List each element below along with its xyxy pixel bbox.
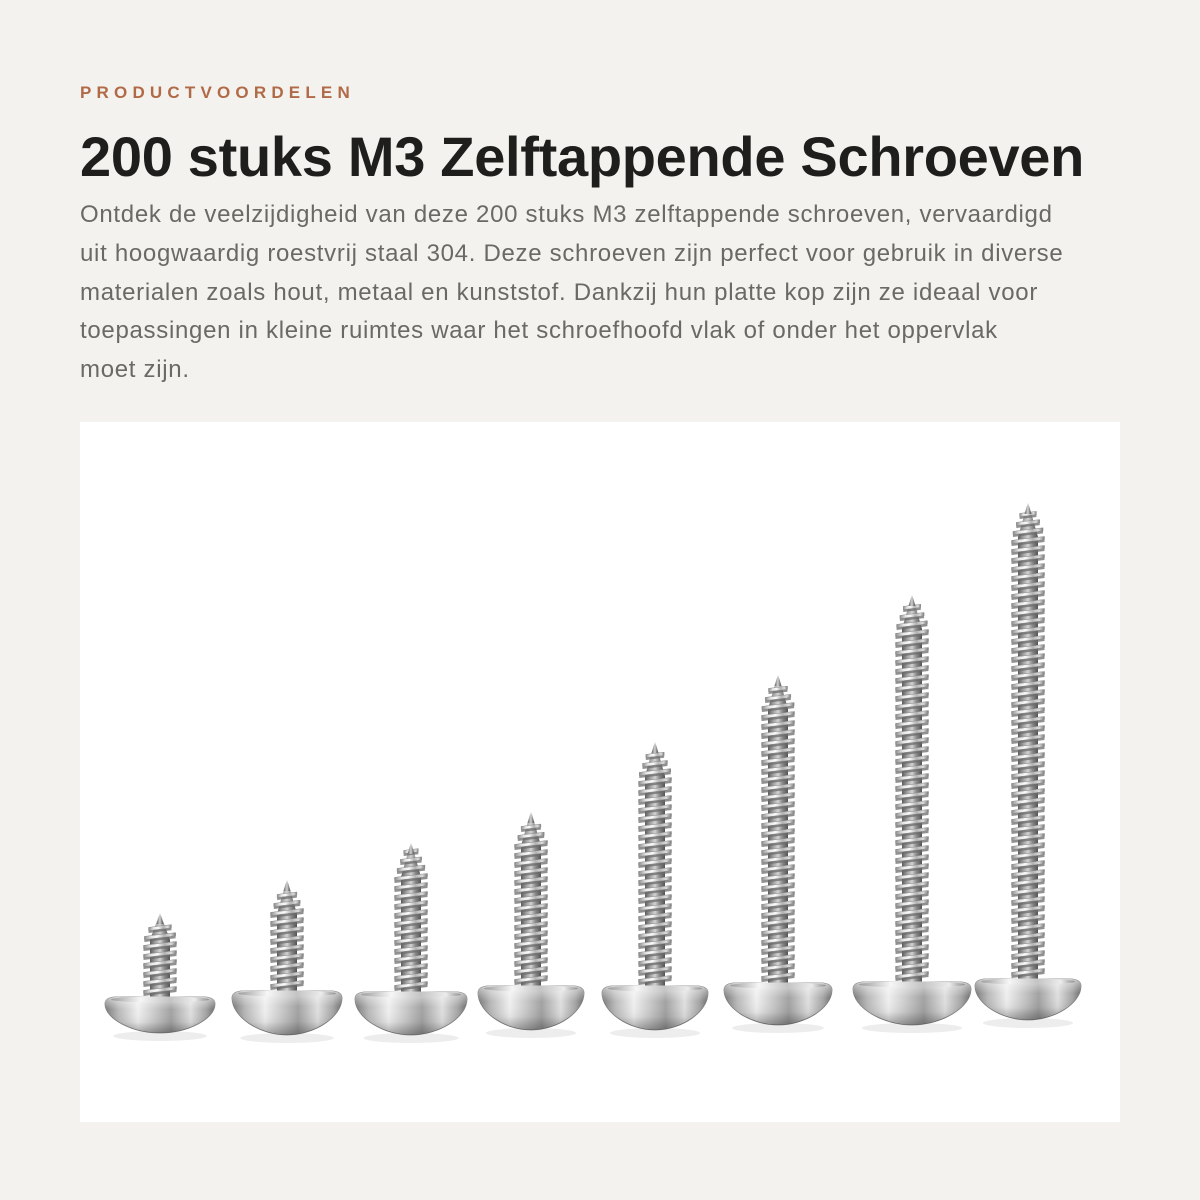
product-title: 200 stuks M3 Zelftappende Schroeven [80, 125, 1085, 188]
screw-head-shading [853, 982, 971, 1025]
screw-head-rim [361, 992, 461, 998]
description-line: moet zijn. [80, 356, 190, 384]
screw-row [105, 503, 1081, 1043]
screw-1 [105, 913, 215, 1041]
screw-6 [724, 675, 832, 1033]
screw-head-rim [859, 982, 965, 988]
screw-tip [1025, 503, 1032, 514]
description-line: toepassingen in kleine ruimtes waar het schroefhoofd vlak of onder het oppervlak [80, 317, 998, 345]
screw-8 [975, 503, 1081, 1028]
product-description [80, 196, 1120, 390]
screw-head-rim [238, 991, 336, 997]
screw-head-rim [111, 997, 209, 1003]
screw-head-shading [355, 992, 467, 1035]
screw-head-shading [975, 979, 1081, 1020]
screw-3 [355, 843, 467, 1043]
screw-tip [157, 913, 164, 924]
screw-7 [853, 595, 971, 1033]
screw-tip [652, 742, 659, 753]
screw-2 [232, 880, 342, 1043]
screw-head-rim [981, 979, 1075, 985]
screw-tip [284, 880, 291, 891]
screw-head-rim [484, 986, 578, 992]
description-line: Ontdek de veelzijdigheid van deze 200 stuks M3 zelftappende schroeven, vervaardigd [80, 201, 1053, 228]
product-photo-screws [80, 422, 1120, 1122]
section-eyebrow: PRODUCTVOORDELEN [80, 83, 355, 102]
screw-tip [408, 843, 415, 854]
screw-head-shading [602, 986, 708, 1030]
screw-tip [909, 595, 916, 606]
screw-4 [478, 812, 584, 1038]
product-image-panel [80, 422, 1120, 1122]
screw-tip [528, 812, 535, 823]
screw-head-rim [730, 983, 826, 989]
screw-5 [602, 742, 708, 1038]
screw-head-shading [478, 986, 584, 1030]
description-line: uit hoogwaardig roestvrij staal 304. Deze schroeven zijn perfect voor gebruik in diverse [80, 239, 1064, 267]
screw-head-rim [608, 986, 702, 992]
screw-head-shading [232, 991, 342, 1035]
description-line: materialen zoals hout, metaal en kunststof. Dankzij hun platte kop zijn ze ideaal voor [80, 278, 1039, 306]
screw-tip [775, 675, 782, 686]
screw-head-shading [724, 983, 832, 1025]
